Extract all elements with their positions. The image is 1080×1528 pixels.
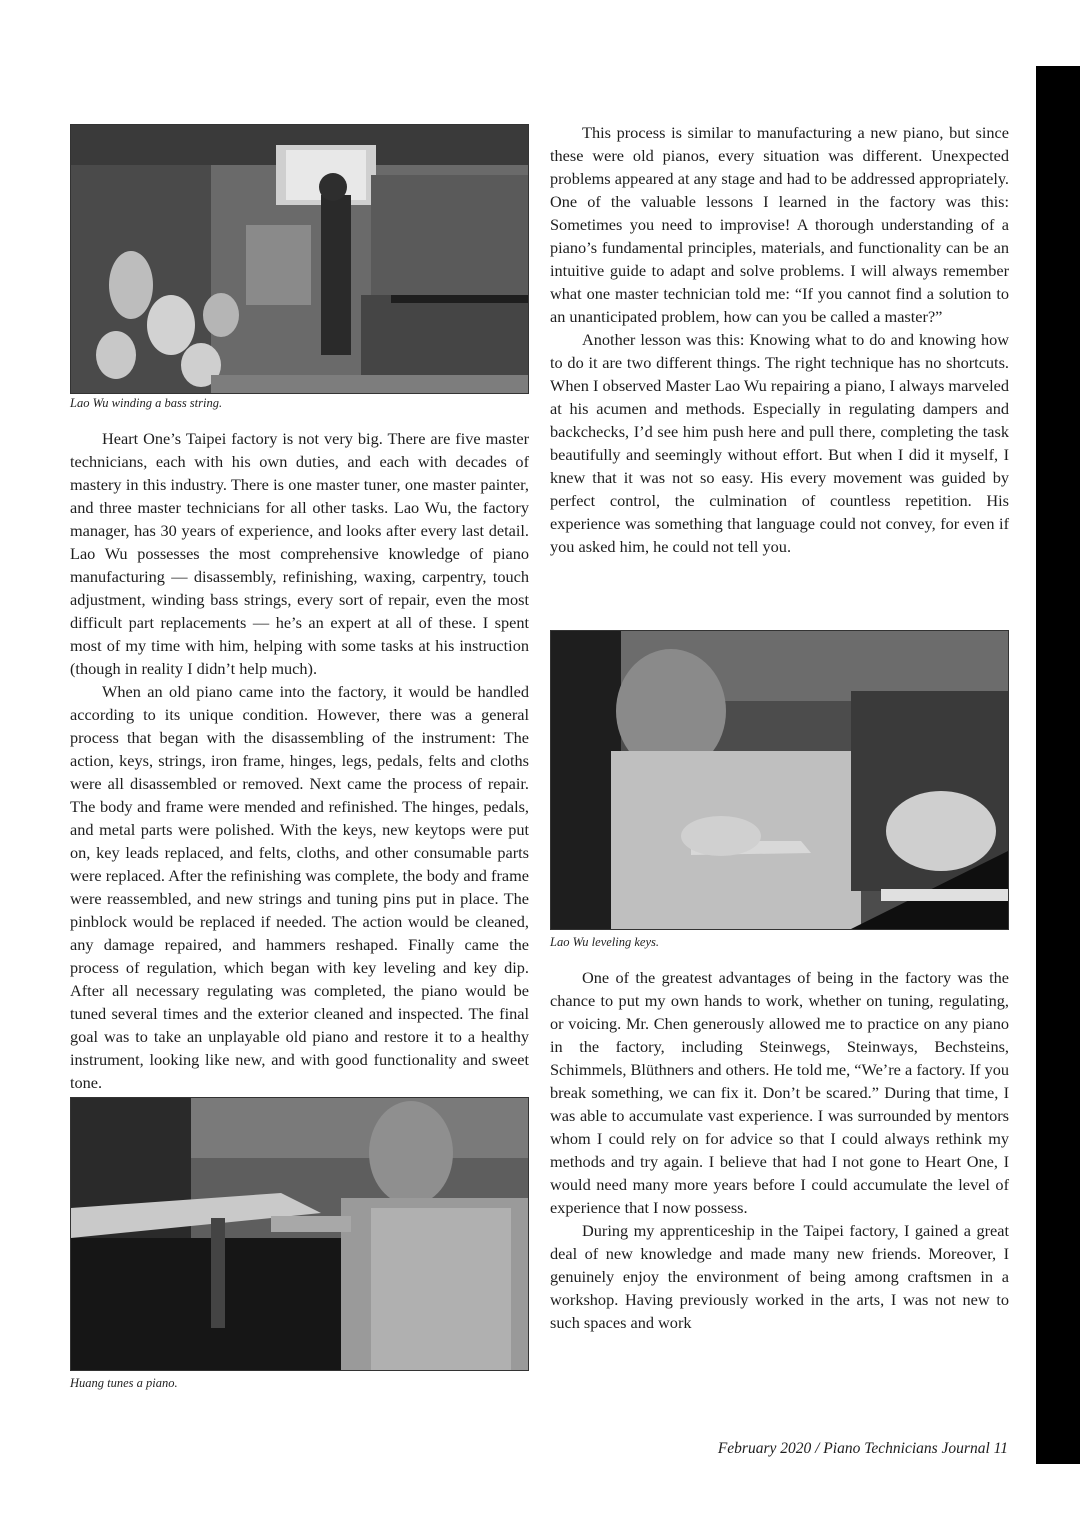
photo-winding-bass-string — [70, 124, 529, 394]
right-body-text-top — [550, 121, 1009, 558]
photo-leveling-keys — [550, 630, 1009, 930]
paragraph: This process is similar to manufacturing a new piano, but since these were old pianos, every situation was different. Unexpected problems appeared at any stage and had to be addressed appropriately. One of the valuable lessons I learned in the factory was this: Sometimes you need to improvise! A thorough understanding of a piano’s fundamental principles, materials, and functionality can be an intuitive guide to adapt and solve problems. I will always remember what one master technician told me: “If you cannot find a solution to an unanticipated problem, how can you be called a master?” — [550, 123, 1009, 326]
page-footer: February 2020 / Piano Technicians Journal 11 — [717, 1440, 1008, 1457]
paragraph: One of the greatest advantages of being in the factory was the chance to put my own hands to work, whether on tuning, regulating, or voicing. Mr. Chen generously allowed me to practice on any piano in the factory, including Steinwegs, Steinways, Bechsteins, Schimmels, Blüthners and others. He told me, “We’re a factory. If you break something, we can fix it. Don’t be scared.” During that time, I was able to accumulate vast experience. I was surrounded by mentors whom I could rely on for advice so that I could always rethink my methods and try again. I believe that had I not gone to Heart One, I would need many more years before I could accumulate the level of experience that I now possess. — [550, 968, 1009, 1217]
paragraph: During my apprenticeship in the Taipei factory, I gained a great deal of new knowledge and made many new friends. Moreover, I genuinely enjoy the environment of being among craftsmen in a workshop. Having previously worked in the arts, I was not new to such spaces and work — [550, 1221, 1009, 1332]
paragraph: When an old piano came into the factory, it would be handled according to its unique condition. However, there was a general process that began with the disassembling of the instrument: The action, keys, strings, iron frame, hinges, legs, pedals, felts and cloths were all disassembled or removed. Next came the process of repair. The body and frame were mended and refinished. The hinges, pedals, and metal parts were polished. With the keys, new keytops were put on, key leads replaced, and felts, cloths, and other consumable parts were replaced. After the refinishing was complete, the body and frame were reassembled, and new strings and tuning pins put in place. The pinblock would be replaced if needed. The action would be cleaned, any damage repaired, and hammers reshaped. Finally came the process of regulation, which began with key leveling and key dip. After all necessary regulating was completed, the piano would be tuned several times and the exterior cleaned and inspected. The final goal was to take an unplayable old piano and restore it to a healthy instrument, looking like new, and with good functionality and sweet tone. — [70, 682, 529, 1092]
edge-tab — [1036, 66, 1080, 1464]
right-body-text-bottom — [550, 966, 1009, 1334]
paragraph: Heart One’s Taipei factory is not very big. There are five master technicians, each with his own duties, and each with decades of mastery in this industry. There is one master tuner, one master painter, and three master technicians for all other tasks. Lao Wu, the factory manager, has 30 years of experience, and looks after every last detail. Lao Wu possesses the most comprehensive knowledge of piano manufacturing — disassembly, refinishing, waxing, carpentry, touch adjustment, winding bass strings, every sort of repair, even the most difficult part replacements — he’s an expert at all of these. I spent most of my time with him, helping with some tasks at his instruction (though in reality I didn’t help much). — [70, 429, 529, 678]
photo2-caption: Huang tunes a piano. — [70, 1376, 178, 1390]
photo3-caption: Lao Wu leveling keys. — [550, 935, 659, 949]
photo1-caption: Lao Wu winding a bass string. — [70, 396, 223, 410]
paragraph: Another lesson was this: Knowing what to do and knowing how to do it are two different things. The right technique has no shortcuts. When I observed Master Lao Wu repairing a piano, I always marveled at his acumen and methods. Especially in regulating dampers and backchecks, I’d see him push here and pull there, completing the task beautifully and seemingly without effort. But when I did it myself, I knew that it was not so easy. His every movement was guided by perfect control, the culmination of countless repetition. His experience was something that language could not convey, for even if you asked him, he could not tell you. — [550, 330, 1009, 556]
photo-tuning-piano — [70, 1097, 529, 1371]
left-body-text — [70, 427, 529, 1094]
